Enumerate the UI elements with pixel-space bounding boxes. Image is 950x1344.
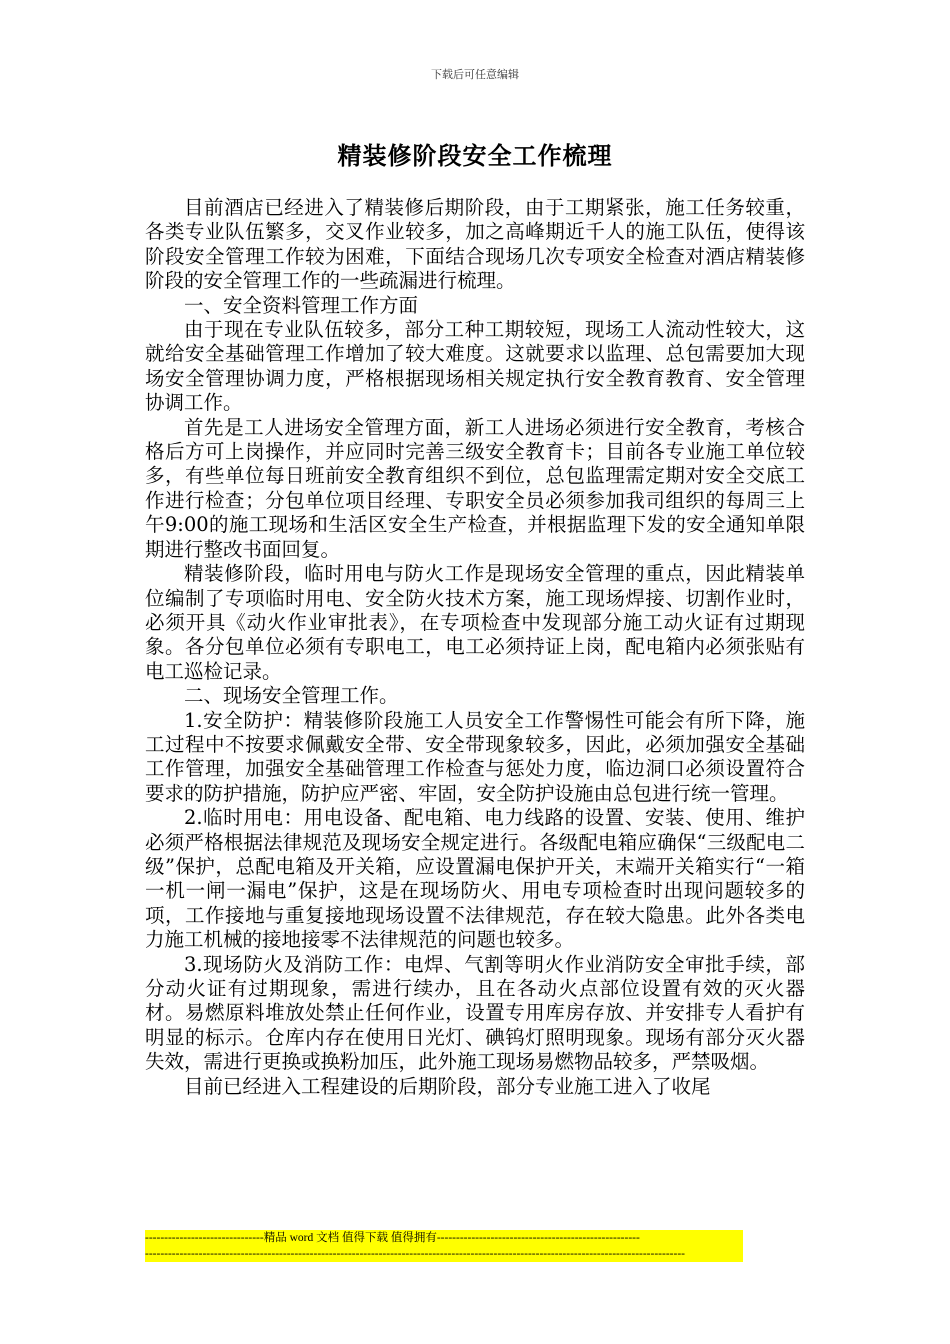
document-body xyxy=(145,196,805,1099)
paragraph: 精装修阶段，临时用电与防火工作是现场安全管理的重点，因此精装单位编制了专项临时用电、安全防火技术方案，施工现场焊接、切割作业时，必须开具《动火作业审批表》，在专项检查中发现部分施工动火证有过期现象。各分包单位必须有专职电工，电工必须持证上岗，配电箱内必须张贴有电工巡检记录。 xyxy=(145,562,805,683)
section-heading-2: 二、现场安全管理工作。 xyxy=(184,684,399,708)
paragraph: 首先是工人进场安全管理方面，新工人进场必须进行安全教育，考核合格后方可上岗操作，并应同时完善三级安全教育卡；目前各专业施工单位较多，有些单位每日班前安全教育组织不到位，总包监理需定期对安全交底工作进行检查；分包单位项目经理、专职安全员必须参加我司组织的每周三上午9:00的施工现场和生活区安全生产检查，并根据监理下发的安全通知单限期进行整改书面回复。 xyxy=(145,415,805,561)
section-heading-1: 一、安全资料管理工作方面 xyxy=(184,293,419,317)
paragraph-item-3: 3.现场防火及消防工作：电焊、气割等明火作业消防安全审批手续，部分动火证有过期现象，需进行续办，且在各动火点部位设置有效的灭火器材。易燃原料堆放处禁止任何作业，设置专用库房存放、并安排专人看护有明显的标示。仓库内存在使用日光灯、碘钨灯照明现象。现场有部分灭火器失效，需进行更换或换粉加压，此外施工现场易燃物品较多，严禁吸烟。 xyxy=(145,952,805,1074)
footer-banner xyxy=(145,1230,743,1262)
header-note: 下载后可任意编辑 xyxy=(431,68,519,81)
paragraph-item-2: 2.临时用电：用电设备、配电箱、电力线路的设置、安装、使用、维护必须严格根据法律规范及现场安全规定进行。各级配电箱应确保“三级配电二级”保护，总配电箱及开关箱，应设置漏电保护开关，末端开关箱实行“一箱一机一闸一漏电”保护，这是在现场防火、用电专项检查时出现问题较多的项，工作接地与重复接地现场设置不法律规范，存在较大隐患。此外各类电力施工机械的接地接零不法律规范的问题也较多。 xyxy=(145,806,805,952)
footer-line-1: -------------------------------精品 word 文档 值得下载 值得拥有----------------------------------------------------- xyxy=(145,1232,640,1244)
paragraph: 由于现在专业队伍较多，部分工种工期较短，现场工人流动性较大，这就给安全基础管理工作增加了较大难度。这就要求以监理、总包需要加大现场安全管理协调力度，严格根据现场相关规定执行安全教育教育、安全管理协调工作。 xyxy=(145,318,805,415)
paragraph-closing: 目前已经进入工程建设的后期阶段，部分专业施工进入了收尾 xyxy=(184,1074,711,1098)
paragraph-intro: 目前酒店已经进入了精装修后期阶段，由于工期紧张，施工任务较重，各类专业队伍繁多，交叉作业较多，加之高峰期近千人的施工队伍，使得该阶段安全管理工作较为困难，下面结合现场几次专项安全检查对酒店精装修阶段的安全管理工作的一些疏漏进行梳理。 xyxy=(145,196,805,293)
footer-line-2: --------------------------------------------------------------------------------------------------------------------------------------------- xyxy=(145,1248,685,1260)
document-title: 精装修阶段安全工作梳理 xyxy=(337,142,613,170)
paragraph-item-1: 1.安全防护：精装修阶段施工人员安全工作警惕性可能会有所下降，施工过程中不按要求佩戴安全带、安全带现象较多，因此，必须加强安全基础工作管理，加强安全基础管理工作检查与惩处力度，临边洞口必须设置符合要求的防护措施，防护应严密、牢固，安全防护设施由总包进行统一管理。 xyxy=(145,708,805,805)
